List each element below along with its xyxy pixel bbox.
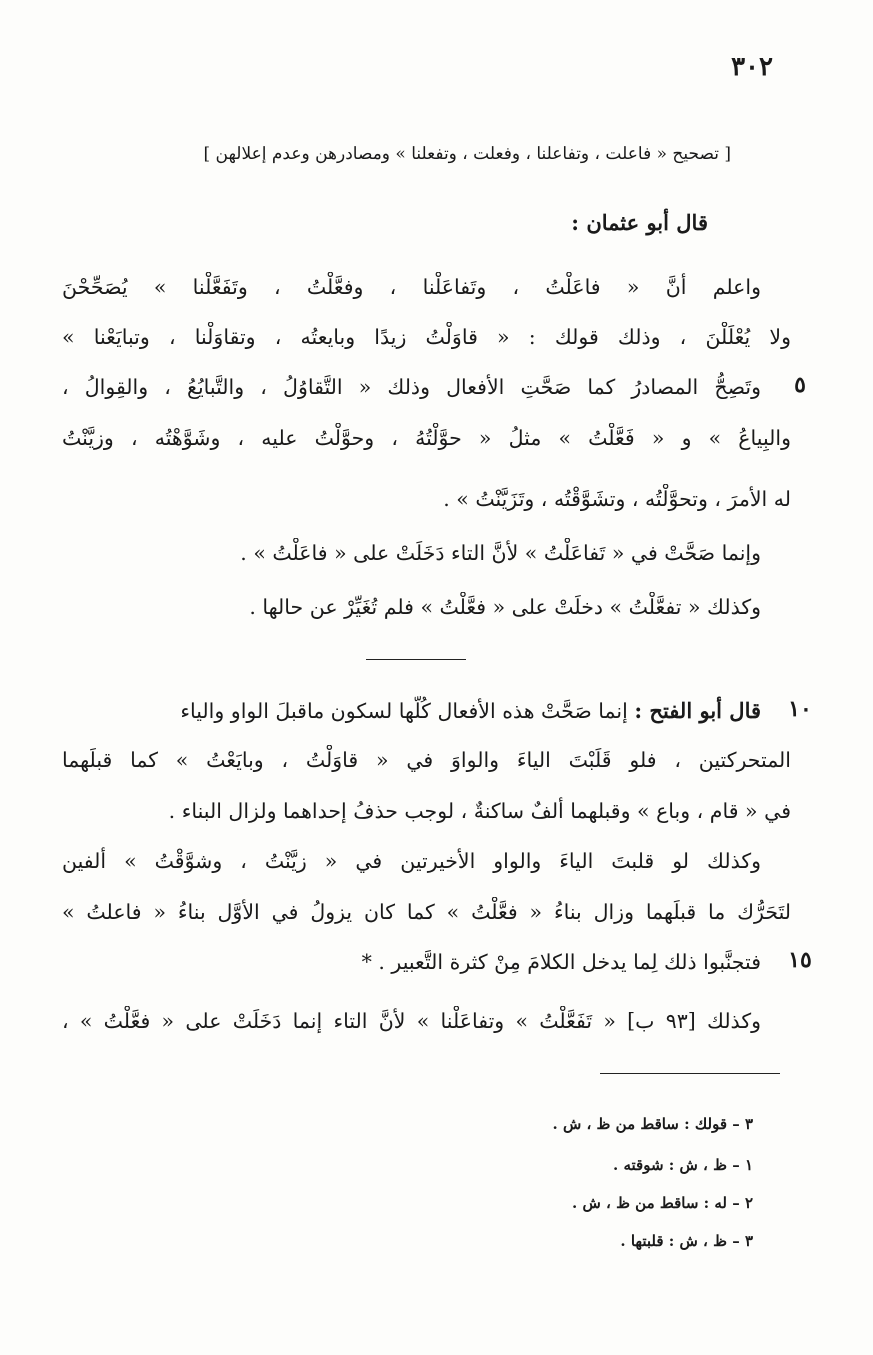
- text-line: له الأمرَ ، وتحوَّلْتُه ، وتشَوَّقْتُه ، وتَزَيَّنْتُ » .: [443, 487, 791, 511]
- text-line: والبِياعُ » و « فَعَّلْتُ » مثلُ « حوَّلْتُهُ ، وحوَّلْتُ عليه ، وشَوَّهْتُه ، وزيَّنْتُ: [62, 426, 791, 450]
- footnote: ١ – ظ ، ش : شوقته .: [613, 1156, 753, 1174]
- line-number-10: ١٠: [788, 696, 812, 722]
- text-line: واعلم أنَّ « فاعَلْتُ ، وتَفاعَلْنا ، وفعَّلْتُ ، وتَفَعَّلْنا » يُصَحِّحْنَ: [62, 275, 761, 299]
- text-line: وإنما صَحَّتْ في « تَفاعَلْتُ » لأنَّ التاء دَخَلَتْ على « فاعَلْتُ » .: [240, 541, 761, 565]
- text-line: ولا يُعْلَلْنَ ، وذلك قولك : « قاوَلْتُ زيدًا وبايعتُه ، وتقاوَلْنا ، وتبايَعْنا »: [62, 325, 791, 349]
- footnote-divider: [600, 1073, 780, 1074]
- text-line: وكذلك لو قلبتَ الياءَ والواو الأخيرتين في « زيَّنْتُ ، وشوَّقْتُ » ألفين: [62, 849, 761, 873]
- footnote: ٢ – له : ساقط من ظ ، ش .: [572, 1194, 753, 1212]
- footnote: ٣ – ظ ، ش : قلبتها .: [620, 1232, 753, 1250]
- text-line: لتَحَرُّك ما قبلَهما وزال بناءُ « فعَّلْتُ » كما كان يزولُ في الأوَّل بناءُ « فاعلتُ »: [62, 900, 791, 924]
- text-line: المتحركتين ، فلو قَلَبْتَ الياءَ والواوَ في « قاوَلْتُ ، وبايَعْتُ » كما قبلَهما: [62, 748, 791, 772]
- footnote: ٣ – قولك : ساقط من ظ ، ش .: [552, 1115, 753, 1133]
- text-line: فتجنَّبوا ذلك لِما يدخل الكلامَ مِنْ كثرة التَّعبير . *: [361, 950, 761, 974]
- text-span: إنما صَحَّتْ هذه الأفعال كُلُّها لسكون ماقبلَ الواو والياء: [180, 699, 628, 723]
- text-line: وتَصِحُّ المصادرُ كما صَحَّتِ الأفعال وذلك « التَّقاوُلُ ، والتَّبايُعُ ، والقِوالُ ،: [62, 375, 761, 399]
- speaker-abu-uthman: قال أبو عثمان :: [571, 210, 708, 235]
- section-heading: [ تصحيح « فاعلت ، وتفاعلنا ، وفعلت ، وتفعلنا » ومصادرهن وعدم إعلالهن ]: [203, 144, 731, 164]
- text-line: في « قام ، وباع » وقبلهما ألفٌ ساكنةٌ ، لوجب حذفُ إحداهما ولزال البناء .: [168, 799, 791, 823]
- page-number: ٣٠٢: [731, 52, 773, 82]
- line-number-5: ٥: [794, 372, 806, 398]
- text-line: وكذلك « تفعَّلْتُ » دخلَتْ على « فعَّلْتُ » فلم تُغَيِّرْ عن حالها .: [249, 595, 761, 619]
- text-line: وكذلك [٩٣ ب] « تَفَعَّلْتُ » وتفاعَلْنا » لأنَّ التاء إنما دَخَلَتْ على « فعَّلْتُ » ،: [62, 1009, 761, 1033]
- speaker-abu-alfath: قال أبو الفتح :: [634, 698, 761, 723]
- line-number-15: ١٥: [788, 947, 812, 973]
- text-line-first: [62, 696, 761, 726]
- section-divider: [366, 659, 466, 660]
